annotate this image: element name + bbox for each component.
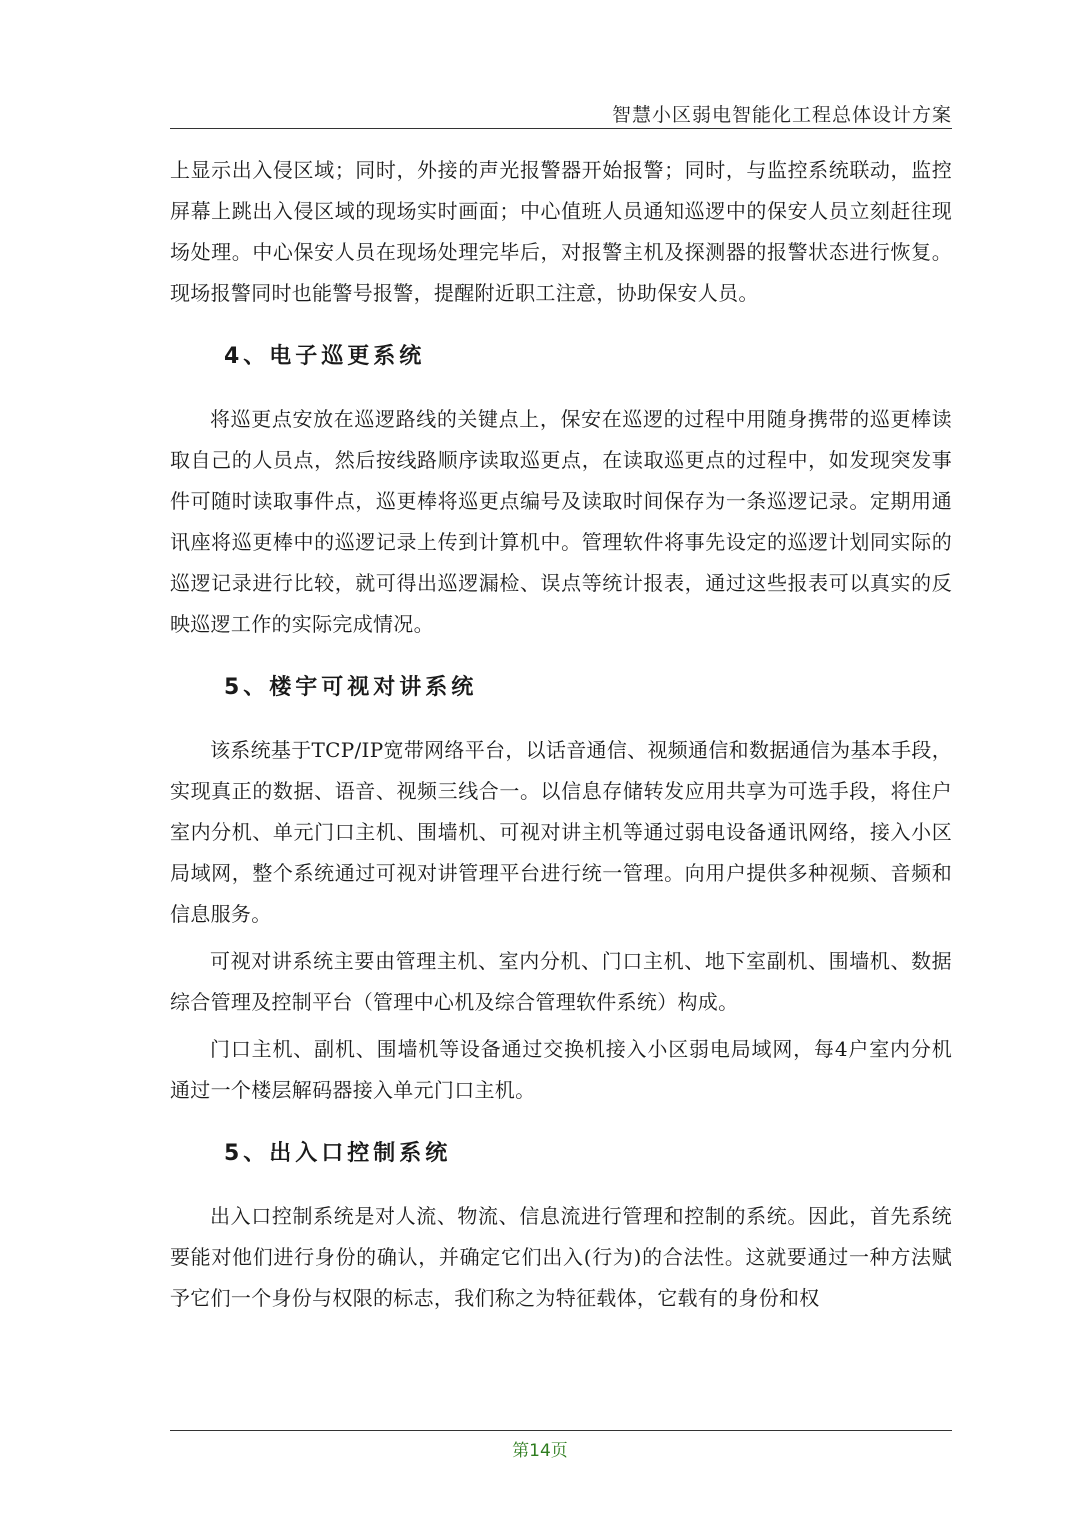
intercom-paragraph-2: 可视对讲系统主要由管理主机、室内分机、门口主机、地下室副机、围墙机、数据综合管理及控制平台（管理中心机及综合管理软件系统）构成。 xyxy=(170,949,952,1014)
section-heading-patrol: 4、电子巡更系统 xyxy=(224,344,426,369)
document-header-title: 智慧小区弱电智能化工程总体设计方案 xyxy=(611,104,952,126)
footer-divider xyxy=(170,1430,952,1431)
section-heading-intercom: 5、楼宇可视对讲系统 xyxy=(224,675,478,700)
intercom-paragraph-1: 该系统基于TCP/IP宽带网络平台，以话音通信、视频通信和数据通信为基本手段，实现真正的数据、语音、视频三线合一。以信息存储转发应用共享为可选手段，将住户室内分机、单元门口主机、围墙机、可视对讲主机等通过弱电设备通讯网络，接入小区局域网，整个系统通过可视对讲管理平台进行统一管理。向用户提供多种视频、音频和信息服务。 xyxy=(170,738,952,926)
section-heading-access-control: 5、出入口控制系统 xyxy=(224,1141,452,1166)
document-body xyxy=(170,150,952,1319)
intercom-paragraph-3: 门口主机、副机、围墙机等设备通过交换机接入小区弱电局域网，每4户室内分机通过一个楼层解码器接入单元门口主机。 xyxy=(170,1037,952,1102)
header-divider xyxy=(170,128,952,129)
patrol-paragraph: 将巡更点安放在巡逻路线的关键点上，保安在巡逻的过程中用随身携带的巡更棒读取自己的人员点，然后按线路顺序读取巡更点，在读取巡更点的过程中，如发现突发事件可随时读取事件点，巡更棒将巡更点编号及读取时间保存为一条巡逻记录。定期用通讯座将巡更棒中的巡逻记录上传到计算机中。管理软件将事先设定的巡逻计划同实际的巡逻记录进行比较，就可得出巡逻漏检、误点等统计报表，通过这些报表可以真实的反映巡逻工作的实际完成情况。 xyxy=(170,407,952,636)
access-control-paragraph: 出入口控制系统是对人流、物流、信息流进行管理和控制的系统。因此，首先系统要能对他们进行身份的确认，并确定它们出入(行为)的合法性。这就要通过一种方法赋予它们一个身份与权限的标志，我们称之为特征载体，它载有的身份和权 xyxy=(170,1204,952,1310)
intro-paragraph: 上显示出入侵区域；同时，外接的声光报警器开始报警；同时，与监控系统联动，监控屏幕上跳出入侵区域的现场实时画面；中心值班人员通知巡逻中的保安人员立刻赶往现场处理。中心保安人员在现场处理完毕后，对报警主机及探测器的报警状态进行恢复。现场报警同时也能警号报警，提醒附近职工注意，协助保安人员。 xyxy=(170,158,952,305)
page-number: 第14页 xyxy=(512,1441,568,1461)
